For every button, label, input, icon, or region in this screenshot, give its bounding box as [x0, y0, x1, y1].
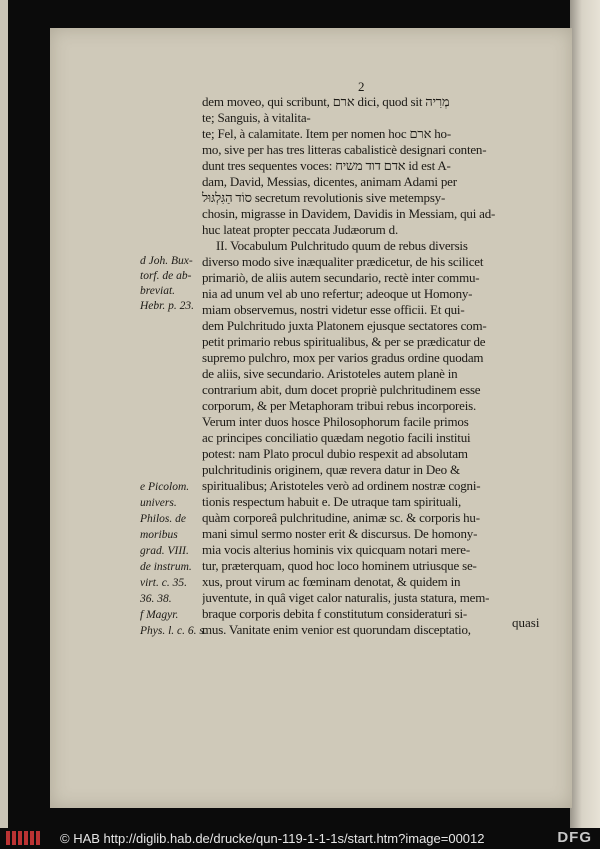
text-line: mus. Vanitate enim venior est quorundam disceptatio, [202, 622, 471, 637]
margin-note: e Picolom. [140, 481, 190, 493]
text-line: xus, prout virum ac fœminam denotat, & quidem in [202, 574, 461, 589]
text-line: petit primario rebus spiritualibus, & per se prædicatur de [202, 334, 486, 349]
text-line: supremo pulchro, mox per varios gradus ordine quodam [202, 350, 484, 365]
text-line: miam observemus, nostri videtur esse officii. Et qui- [202, 302, 465, 317]
page-number: 2 [358, 79, 365, 94]
source-link[interactable]: © HAB http://diglib.hab.de/drucke/qun-119-1-1-1s/start.htm?image=00012 [60, 831, 485, 846]
catchword: quasi [512, 615, 540, 630]
text-line: huc lateat propter peccata Judæorum d. [202, 222, 398, 237]
margin-note: torf. de ab- [140, 270, 192, 282]
text-line: quàm corporeâ pulchritudine, animæ sc. & corporis hu- [202, 510, 480, 525]
margin-note: f Magyr. [140, 609, 179, 621]
text-line: Verum inter duos hosce Philosophorum facile primos [202, 414, 469, 429]
margin-note: moribus [140, 529, 178, 541]
text-line: mo, sive per has tres litteras cabalisticè designari conten- [202, 142, 487, 157]
text-line: diverso modo sive inæqualiter prædicetur, de his scilicet [202, 254, 484, 269]
book-edge [570, 0, 600, 828]
text-line: contrarium abit, dum docet propriè pulchritudinem esse [202, 382, 481, 397]
margin-note: virt. c. 35. [140, 577, 187, 589]
text-line: dem Pulchritudo juxta Platonem ejusque sectatores com- [202, 318, 487, 333]
text-line: mani simul sermo noster erit & discursus. De homony- [202, 526, 478, 541]
hab-logo-icon [6, 831, 52, 845]
text-line: dunt tres sequentes voces: אדם דוד משיח id est A- [202, 158, 451, 173]
text-line: te; Sanguis, à vitalita- [202, 110, 311, 125]
body-text [202, 94, 532, 638]
margin-note: Philos. de [140, 513, 186, 525]
viewer-footer [0, 828, 600, 849]
text-line: de aliis, sive secundario. Aristoteles autem planè in [202, 366, 458, 381]
margin-note: Hebr. p. 23. [140, 300, 194, 312]
dfg-logo: DFG [557, 829, 592, 846]
margin-note: breviat. [140, 285, 176, 297]
text-line: nia ad unum vel ab uno refertur; adeoque ut Homony- [202, 286, 473, 301]
margin-note: grad. VIII. [140, 545, 189, 557]
text-line: primariò, de aliis autem secundario, rectè inter commu- [202, 270, 480, 285]
adjacent-page-strip [0, 0, 8, 828]
margin-note: univers. [140, 497, 177, 509]
text-line: chosin, migrasse in Davidem, Davidis in Messiam, qui ad- [202, 206, 496, 221]
text-line: braque corporis debita f constitutum consideraturi si- [202, 606, 468, 621]
text-line: tur, præterquam, quod hoc loco hominem utriusque se- [202, 558, 477, 573]
text-line: dam, David, Messias, dicentes, animam Adami per [202, 174, 457, 189]
text-line: tionis respectum habuit e. De utraque tam spirituali, [202, 494, 462, 509]
margin-note: de instrum. [140, 561, 192, 573]
text-line: potest: nam Plato procul dubio respexit ad absolutam [202, 446, 468, 461]
margin-note: d Joh. Bux- [140, 255, 193, 267]
margin-note: 36. 38. [140, 593, 172, 605]
text-line: II. Vocabulum Pulchritudo quum de rebus diversis [216, 238, 468, 253]
text-line: juventute, in quâ viget calor naturalis, justa statura, mem- [202, 590, 490, 605]
text-line: סוֹד הַגִּלְגּוּל secretum revolutionis sive metempsy- [202, 190, 446, 205]
text-line: dem moveo, qui scribunt, ארם dici, quod sit מְרִיה [202, 94, 450, 109]
margin-note: Phys. l. c. 6. s. [140, 625, 207, 637]
text-line: pulchritudinis originem, quæ revera datur in Deo & [202, 462, 460, 477]
text-line: mia vocis alterius hominis vix quicquam notari mere- [202, 542, 470, 557]
text-line: spiritualibus; Aristoteles verò ad ordinem nostræ cogni- [202, 478, 481, 493]
text-line: corporum, & per Metaphoram tribui rebus incorporeis. [202, 398, 477, 413]
text-line: ac principes conciliatio quædam negotio facili institui [202, 430, 471, 445]
text-line: te; Fel, à calamitate. Item per nomen hoc ארם ho- [202, 126, 451, 141]
